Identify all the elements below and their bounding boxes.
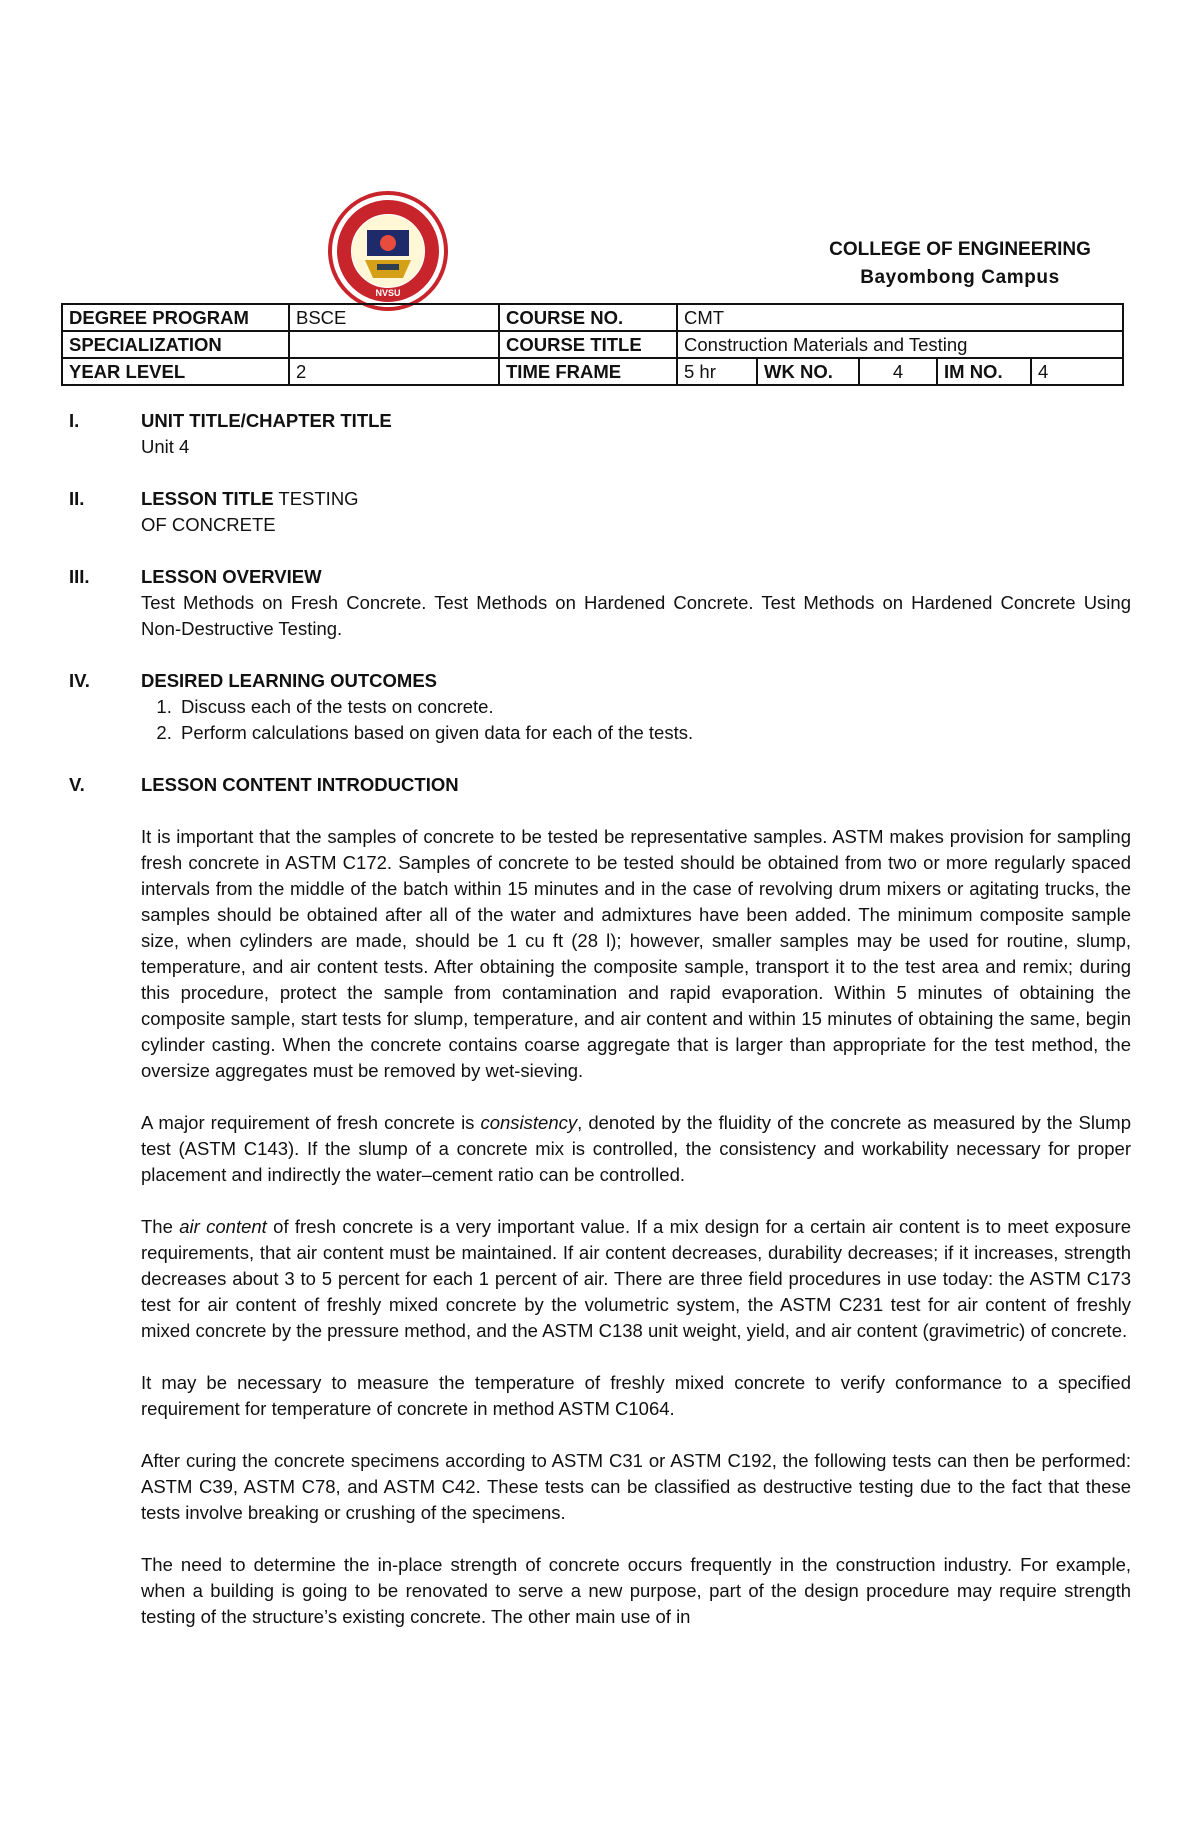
course-title-label: COURSE TITLE bbox=[499, 331, 677, 358]
list-item: 1. Discuss each of the tests on concrete. bbox=[177, 694, 1131, 720]
section-number: V. bbox=[69, 774, 85, 795]
paragraph-text: A major requirement of fresh concrete is bbox=[141, 1112, 481, 1133]
table-row bbox=[62, 358, 1123, 385]
section-title: LESSON OVERVIEW bbox=[141, 566, 322, 587]
list-item: 2. Perform calculations based on given data for each of the tests. bbox=[177, 720, 1131, 746]
wk-no-value: 4 bbox=[859, 358, 937, 385]
section-number: II. bbox=[69, 488, 85, 509]
section-number: IV. bbox=[69, 670, 90, 691]
time-frame-value: 5 hr bbox=[677, 358, 757, 385]
section-unit-title bbox=[69, 408, 1131, 460]
lesson-title-text: TESTING bbox=[278, 488, 359, 509]
section-learning-outcomes bbox=[69, 668, 1131, 746]
table-row bbox=[62, 304, 1123, 331]
campus-name: Bayombong Campus bbox=[860, 267, 1060, 288]
specialization-value bbox=[289, 331, 499, 358]
paragraph-text: The bbox=[141, 1216, 180, 1237]
degree-program-label: DEGREE PROGRAM bbox=[62, 304, 289, 331]
section-lesson-overview bbox=[69, 564, 1131, 642]
table-row bbox=[62, 331, 1123, 358]
section-title: LESSON TITLE bbox=[141, 488, 274, 509]
im-no-value: 4 bbox=[1031, 358, 1123, 385]
paragraph-text: of fresh concrete is a very important value. If a mix design for a certain air content is to meet exposure requirements, that air content must be maintained. If air content decreases, durability decreases; if it increases, strength decreases about 3 to 5 percent for each 1 percent of air. There are three field procedures in use today: the ASTM C173 test for air content of freshly mixed concrete by the volumetric system, the ASTM C231 test for air content of freshly mixed concrete by the pressure method, and the ASTM C138 unit weight, yield, and air content (gravimetric) of concrete. bbox=[141, 1216, 1131, 1341]
section-number: III. bbox=[69, 566, 90, 587]
im-no-label: IM NO. bbox=[937, 358, 1031, 385]
course-info-table bbox=[61, 303, 1124, 386]
college-name: COLLEGE OF ENGINEERING bbox=[829, 239, 1091, 260]
course-no-label: COURSE NO. bbox=[499, 304, 677, 331]
outcomes-list bbox=[141, 694, 1131, 746]
svg-text:NVSU: NVSU bbox=[375, 288, 401, 298]
section-number: I. bbox=[69, 410, 80, 431]
emphasis-text: air content bbox=[179, 1216, 267, 1237]
specialization-label: SPECIALIZATION bbox=[62, 331, 289, 358]
paragraph: The need to determine the in-place strength of concrete occurs frequently in the construction industry. For example, when a building is going to be renovated to serve a new purpose, part of the design procedure may require strength testing of the structure’s existing concrete. The other main use of in bbox=[141, 1554, 1131, 1627]
lesson-content bbox=[69, 408, 1131, 1656]
section-title: LESSON CONTENT INTRODUCTION bbox=[141, 774, 459, 795]
section-title: UNIT TITLE/CHAPTER TITLE bbox=[141, 410, 392, 431]
year-level-value: 2 bbox=[289, 358, 499, 385]
section-title: DESIRED LEARNING OUTCOMES bbox=[141, 670, 438, 691]
paragraph bbox=[141, 1214, 1131, 1344]
section-text: Unit 4 bbox=[141, 436, 190, 457]
degree-program-value: BSCE bbox=[289, 304, 499, 331]
course-title-value: Construction Materials and Testing bbox=[677, 331, 1123, 358]
section-lesson-title bbox=[69, 486, 1131, 538]
year-level-label: YEAR LEVEL bbox=[62, 358, 289, 385]
paragraph: It is important that the samples of concrete to be tested be representative samples. ASTM makes provision for sampling fresh concrete in ASTM C172. Samples of concrete to be tested should be obtained from two or more regularly spaced intervals from the middle of the batch within 15 minutes and in the case of revolving drum mixers or agitating trucks, the samples should be obtained after all of the water and admixtures have been added. The minimum composite sample size, when cylinders are made, should be 1 cu ft (28 l); however, smaller samples may be used for routine, slump, temperature, and air content tests. After obtaining the composite sample, transport it to the test area and remix; during this procedure, protect the sample from contamination and rapid evaporation. Within 5 minutes of obtaining the composite sample, start tests for slump, temperature, and air content and within 15 minutes of obtaining the same, begin cylinder casting. When the concrete contains coarse aggregate that is larger than appropriate for the test method, the oversize aggregates must be removed by wet-sieving. bbox=[141, 826, 1131, 1081]
course-no-value: CMT bbox=[677, 304, 1123, 331]
emphasis-text: consistency bbox=[480, 1112, 578, 1133]
paragraph: It may be necessary to measure the temperature of freshly mixed concrete to verify conformance to a specified requirement for temperature of concrete in method ASTM C1064. bbox=[141, 1372, 1131, 1419]
section-lesson-content bbox=[69, 772, 1131, 1656]
lesson-title-text-cont: OF CONCRETE bbox=[141, 514, 276, 535]
section-text: Test Methods on Fresh Concrete. Test Methods on Hardened Concrete. Test Methods on Hardened Concrete Using Non-Destructive Testing. bbox=[141, 592, 1131, 639]
paragraph: After curing the concrete specimens according to ASTM C31 or ASTM C192, the following tests can then be performed: ASTM C39, ASTM C78, and ASTM C42. These tests can be classified as destructive testing due to the fact that these tests involve breaking or crushing of the specimens. bbox=[141, 1450, 1131, 1523]
college-seal-icon bbox=[327, 190, 449, 312]
college-header bbox=[700, 236, 1200, 292]
paragraph-text: , denoted by the fluidity of the concrete as measured by the Slump test (ASTM C143). If the slump of a concrete mix is controlled, the consistency and workability necessary for proper placement and indirectly the water–cement ratio can be controlled. bbox=[141, 1112, 1131, 1185]
paragraph bbox=[141, 1110, 1131, 1188]
time-frame-label: TIME FRAME bbox=[499, 358, 677, 385]
wk-no-label: WK NO. bbox=[757, 358, 859, 385]
